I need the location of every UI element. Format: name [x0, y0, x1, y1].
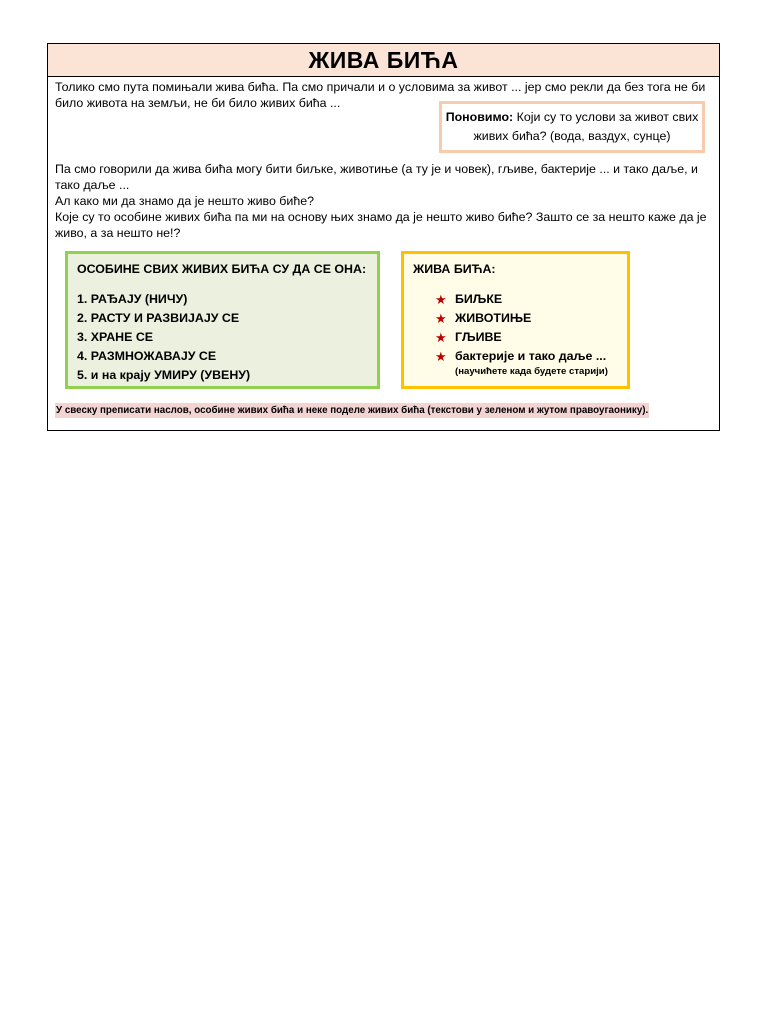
- list-item-label: ГЉИВЕ: [455, 330, 502, 344]
- list-item-label: ЖИВОТИЊЕ: [455, 311, 532, 325]
- page-title: ЖИВА БИЋА: [308, 46, 459, 73]
- list-item: 5. и на крају УМИРУ (УВЕНУ): [77, 368, 251, 382]
- homework-note: У свеску преписати наслов, особине живих бића и неке поделе живих бића (текстови у зеленом и жутом правоугаонику).: [56, 405, 649, 416]
- title-bar: [48, 44, 719, 77]
- body-paragraph: [55, 161, 715, 241]
- repeat-text: Који су то услови за живот свих живих бића? (вода, ваздух, сунце): [473, 110, 699, 143]
- list-item-label: БИЉКЕ: [455, 292, 503, 306]
- paragraph-line: Које су то особине живих бића па ми на основу њих знамо да је нешто живо биће? Зашто се за нешто каже да је живо, а за нешто не!?: [55, 210, 707, 240]
- list-item: [435, 309, 627, 328]
- list-item: 2. РАСТУ И РАЗВИЈАЈУ СЕ: [77, 311, 240, 325]
- properties-box: [65, 251, 380, 389]
- worksheet-frame: [47, 43, 720, 431]
- paragraph-line: Ал како ми да знамо да је нешто живо биће?: [55, 194, 314, 208]
- list-item: 3. ХРАНЕ СЕ: [77, 330, 154, 344]
- properties-heading: ОСОБИНЕ СВИХ ЖИВИХ БИЋА СУ ДА СЕ ОНА:: [77, 262, 367, 276]
- star-icon: ★: [435, 311, 447, 326]
- living-beings-box: [401, 251, 630, 389]
- list-item: 4. РАЗМНОЖАВАЈУ СЕ: [77, 349, 217, 363]
- list-item: [435, 290, 627, 309]
- living-beings-list: [413, 290, 627, 366]
- list-item-label: бактерије и тако даље ...: [455, 349, 607, 363]
- properties-list: [77, 290, 377, 385]
- star-icon: ★: [435, 292, 447, 307]
- age-note: (научићете када будете старији): [455, 366, 608, 377]
- list-item: [435, 347, 627, 366]
- star-icon: ★: [435, 349, 447, 364]
- star-icon: ★: [435, 330, 447, 345]
- repeat-box: [439, 101, 705, 153]
- living-beings-heading: ЖИВА БИЋА:: [413, 262, 496, 276]
- intro-paragraph: Толико смо пута помињали жива бића. Па смо причали и о условима за живот ... јер смо рекли да без тога не би било живота на земљи, не би било живих бића ...: [55, 80, 706, 110]
- list-item: [435, 328, 627, 347]
- repeat-label: Поновимо:: [445, 110, 514, 124]
- list-item: 1. РАЂАЈУ (НИЧУ): [77, 292, 188, 306]
- paragraph-line: Па смо говорили да жива бића могу бити биљке, животиње (а ту је и човек), гљиве, бактерије ... и тако даље, и тако даље ...: [55, 162, 698, 192]
